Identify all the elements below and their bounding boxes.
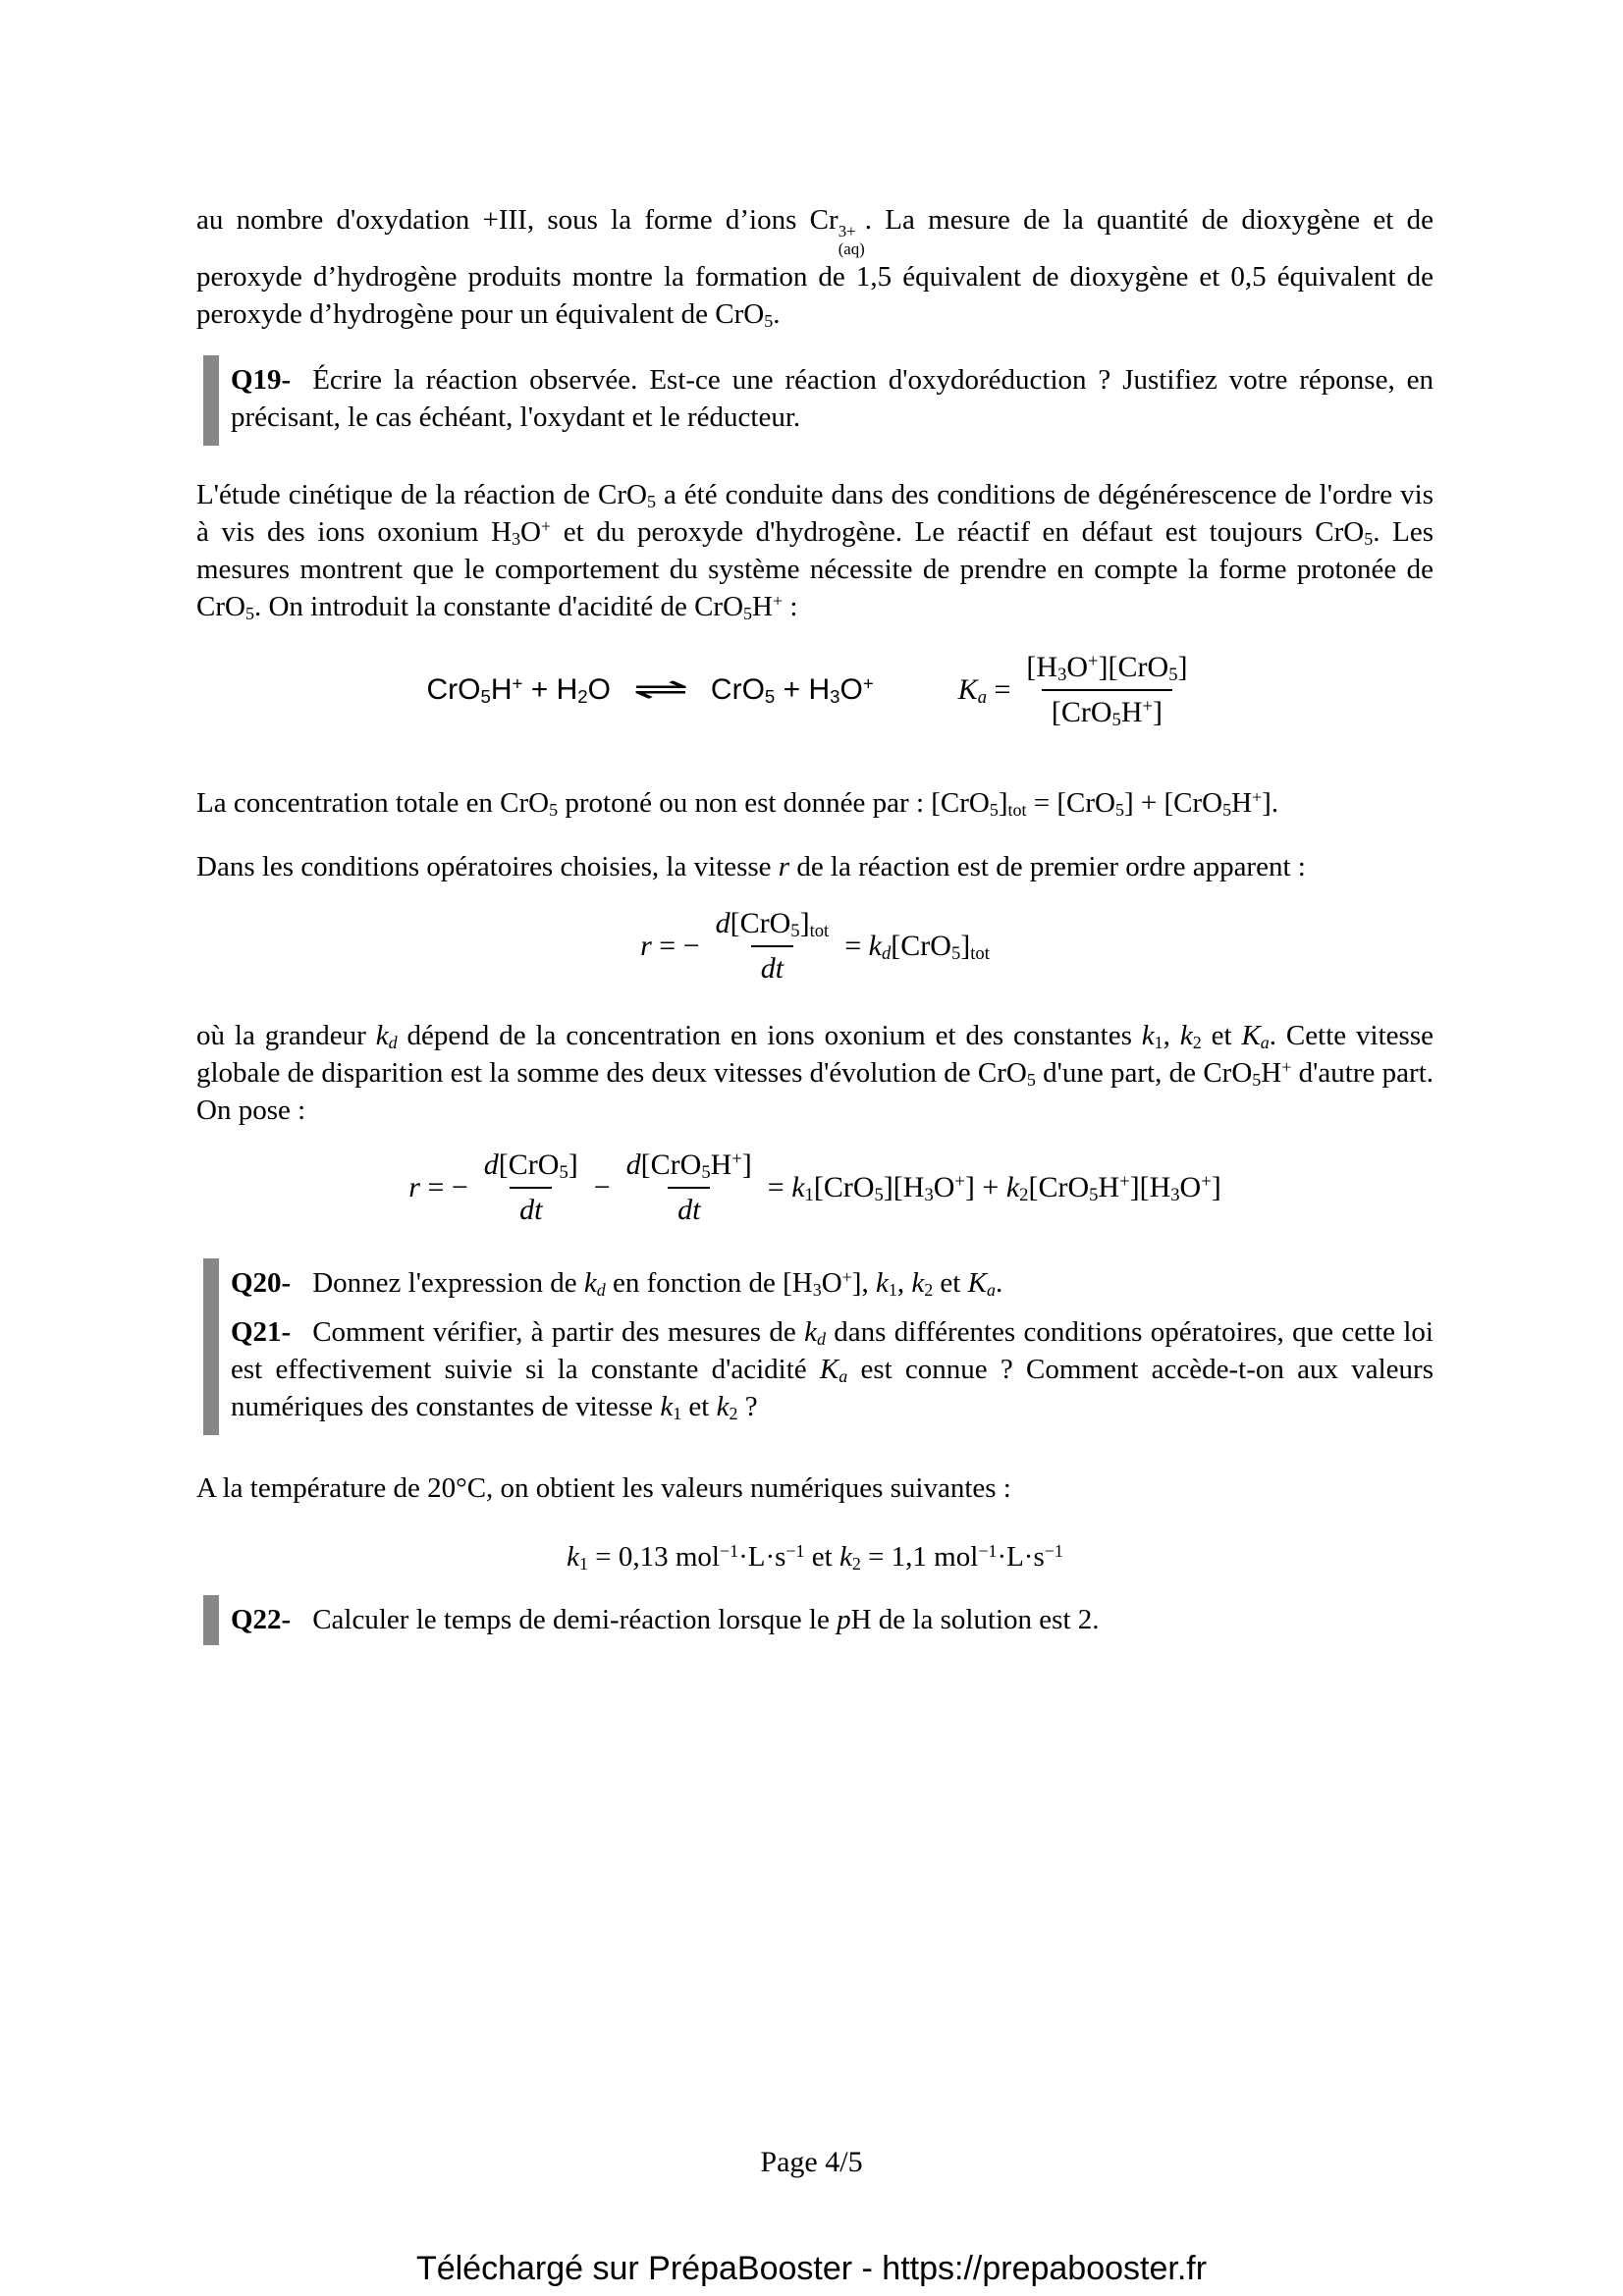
page-number: Page 4/5 (760, 2146, 863, 2178)
question-label: Q20- (231, 1266, 292, 1299)
equation-rate-apparent (196, 905, 1434, 988)
rate-fraction (710, 905, 836, 988)
question-label: Q22- (231, 1603, 292, 1635)
fraction-denominator: [CrO$_5$H+] (1042, 689, 1172, 731)
rate-fraction-1 (478, 1147, 584, 1229)
fraction-denominator: dt (668, 1187, 710, 1229)
line-reaction-order: Dans les conditions opératoires choisies, la vitesse r de la réaction est de premier ordre apparent : (196, 850, 1306, 882)
question-text: Comment vérifier, à partir des mesures de $k_d$ dans différentes conditions opératoires, que cette loi est effectivement suivie si la constante d'acidité $K_a$ est connue ? Comment accède-t-on aux valeurs numériques des constantes de vitesse $k_1$ et $k_2$ ? (231, 1315, 1434, 1423)
rate-tail: = $k_1[CrO_5][H_3O^+] + k_2[CrO_5H^+][H_3O^+]$ (767, 1170, 1221, 1205)
fraction-numerator: $[H_3O^+][CrO_5]$ (1026, 650, 1188, 685)
line-temperature: A la température de 20°C, on obtient les valeurs numériques suivantes : (196, 1471, 1011, 1504)
equilibrium-lhs: $CrO_5H^+ + H_2O$ (426, 672, 611, 707)
page-content (196, 0, 1434, 1645)
question-q20 (231, 1264, 1434, 1302)
ka-fraction (1020, 649, 1193, 731)
equation-rate-sum (196, 1147, 1434, 1229)
fraction-numerator: d[CrO$_5$] (483, 1148, 578, 1183)
chemical-equation (427, 671, 874, 709)
fraction-denominator: dt (751, 945, 793, 988)
rate-fraction-2 (621, 1147, 758, 1229)
question-q22 (203, 1595, 1434, 1645)
question-text: Écrire la réaction observée. Est-ce une réaction d'oxydoréduction ? Justifiez votre réponse, en précisant, le cas échéant, l'oxydant et le réducteur. (231, 363, 1434, 433)
fraction-numerator: $d[CrO_5]_{tot}$ (715, 906, 830, 941)
paragraph-oxidation: au nombre d'oxydation +III, sous la forme d’ions Cr 3+ (aq) . La mesure de la quantité de dioxygène et de peroxyde d’hydrogène produits montre la formation de 1,5 équivalent de dioxygène et 0,5 équivalent de peroxyde d’hydrogène pour un équivalent de CrO$_5$. (196, 204, 1434, 331)
equilibrium-rhs: $CrO_5 + H_3O^+$ (710, 672, 874, 707)
equation-acid-equilibrium (196, 649, 1434, 731)
rate-tail: = $k_d[CrO_5]_{tot}$ (844, 929, 990, 964)
line-rate-constants: $k_1 = 0,13$ $mol^{-1}\cdot L\cdot s^{-1}$ et $k_2 = 1,1$ $mol^{-1}\cdot L\cdot s^{-1}$ (567, 1540, 1063, 1574)
question-q21 (231, 1313, 1434, 1425)
fraction-denominator: dt (510, 1187, 552, 1229)
paragraph-kinetics: L'étude cinétique de la réaction de CrO$_5$ a été conduite dans des conditions de dégénérescence de l'ordre vis à vis des ions oxonium $H_3O^+$ et du peroxyde d'hydrogène. Le réactif en défaut est toujours CrO$_5$. Les mesures montrent que le comportement du système nécessite de prendre en compte la forme protonée de CrO$_5$. On introduit la constante d'acidité de CrO$_5$H+ : (196, 478, 1434, 623)
question-label: Q19- (231, 363, 292, 396)
download-footer: Téléchargé sur PrépaBooster - https://prepabooster.fr (415, 2250, 1208, 2287)
equilibrium-arrow-icon: ⇌ (631, 672, 689, 706)
minus-sign: − (593, 1170, 611, 1203)
ka-symbol: $K_a$ = (957, 672, 1011, 708)
ka-expression (958, 649, 1204, 731)
question-label: Q21- (231, 1315, 292, 1348)
rate-lead: r = − (408, 1170, 468, 1203)
question-q19 (203, 355, 1434, 446)
rate-lead: r = − (640, 929, 700, 962)
line-total-concentration: La concentration totale en CrO$_5$ protoné ou non est donnée par : $[CrO_5]_{tot} = [CrO_5] + [CrO_5H^+]$. (196, 786, 1279, 820)
question-text: Calculer le temps de demi-réaction lorsque le pH de la solution est 2. (312, 1603, 1100, 1635)
fraction-numerator: d[CrO$_5$H+] (625, 1148, 752, 1183)
question-text: Donnez l'expression de $k_d$ en fonction de $[H_3O^+]$, $k_1$, $k_2$ et $K_a$. (312, 1266, 1003, 1300)
question-q20-q21 (203, 1258, 1434, 1435)
paragraph-kd-definition: où la grandeur $k_d$ dépend de la concentration en ions oxonium et des constantes $k_1$, $k_2$ et $K_a$. Cette vitesse globale de disparition est la somme des deux vitesses d'évolution de CrO$_5$ d'une part, de CrO$_5$H+ d'autre part. On pose : (196, 1019, 1434, 1126)
